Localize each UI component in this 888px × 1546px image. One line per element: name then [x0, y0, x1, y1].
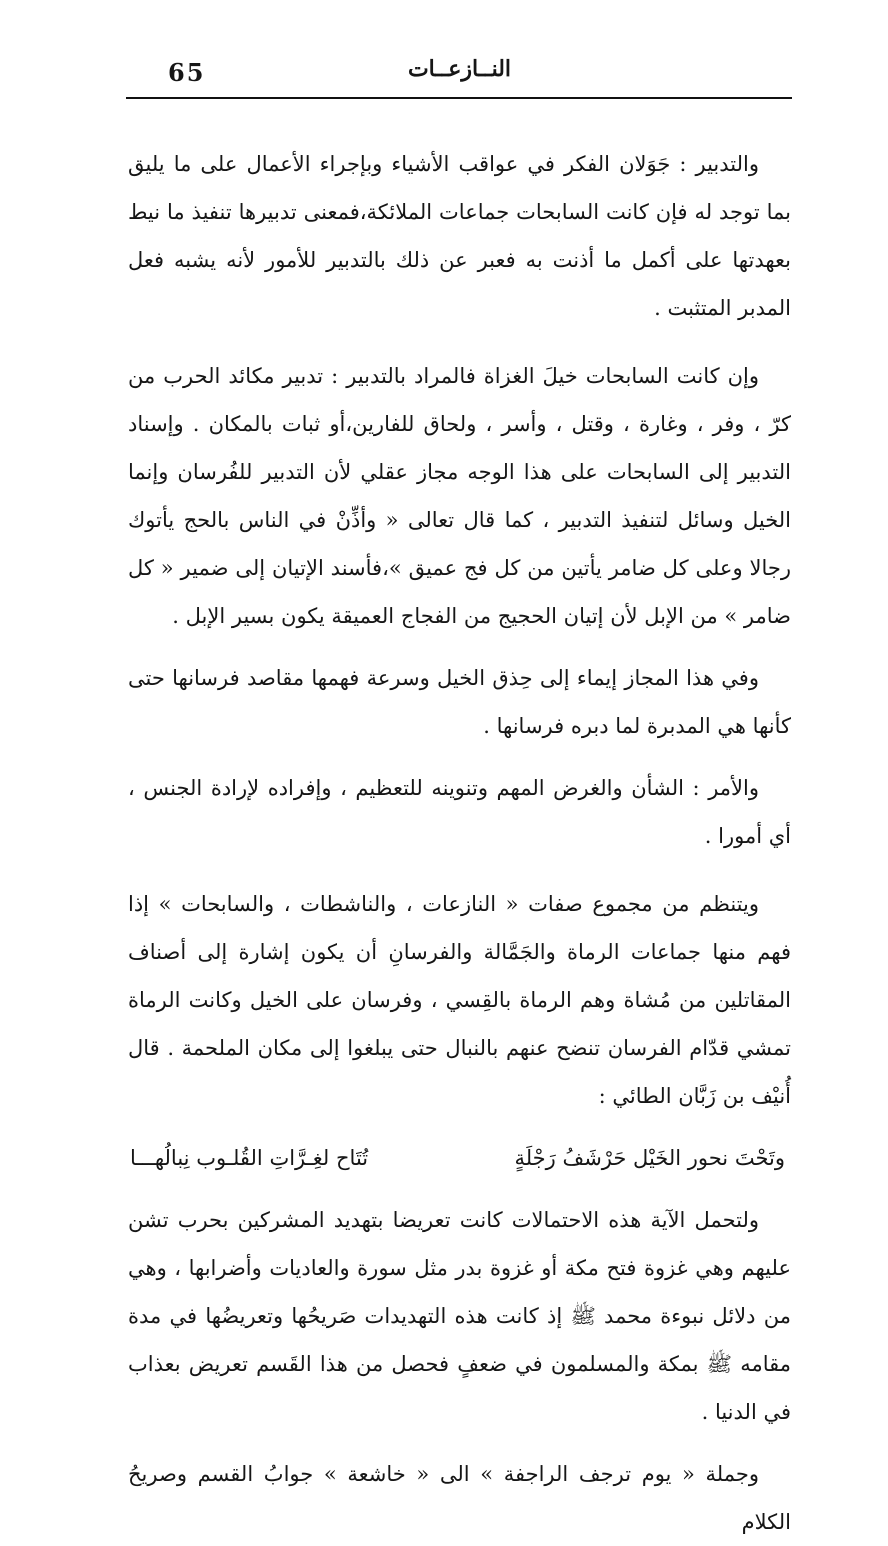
verse-first-hemistich: وتَحْتَ نحور الخَيْل حَرْشَفُ رَجْلَةٍ: [514, 1146, 785, 1170]
chapter-title: النــازعــات: [407, 56, 512, 82]
paragraph-amr: والأمر : الشأن والغرض المهم وتنوينه للتعظيم ، وإفراده لإرادة الجنس ، أي أمورا .: [128, 776, 791, 848]
verse-second-hemistich: تُتَاح لغِـرَّاتِ القُلـوب نِبالُهـــا: [130, 1146, 369, 1170]
paragraph-horses: وإن كانت السابحات خيلَ الغزاة فالمراد بالتدبير : تدبير مكائد الحرب من كرّ ، وفر ، وغارة ، وقتل ، وأسر ، ولحاق للفارين،أو ثبات بالمكان . وإسناد التدبير إلى السابحات على هذا الوجه مجاز عقلي لأن التدبير للفُرسان وإنما الخيل وسائل لتنفيذ التدبير ، كما قال تعالى « وأذِّنْ في الناس بالحج يأتوك رجالا وعلى كل ضامر يأتين من كل فج عميق »،فأسند الإتيان إلى ضمير « كل ضامر » من الإبل لأن إتيان الحجيج من الفجاج العميقة يكون بسير الإبل .: [128, 364, 791, 628]
paragraph-implications: ولتحمل الآية هذه الاحتمالات كانت تعريضا بتهديد المشركين بحرب تشن عليهم وهي غزوة فتح مكة أو غزوة بدر مثل سورة والعاديات وأضرابها ، وهي من دلائل نبوءة محمد ﷺ إذ كانت هذه التهديدات صَريحُها وتعريضُها في مدة مقامه ﷺ بمكة والمسلمون في ضعفٍ فحصل من هذا القَسم تعريض بعذاب في الدنيا .: [128, 1208, 791, 1424]
poetry-verse: [128, 1134, 791, 1182]
paragraph-gap: [128, 860, 791, 880]
header-rule: [126, 97, 792, 99]
paragraph-oath-answer: وجملة « يوم ترجف الراجفة » الى « خاشعة » جوابُ القسم وصريحُ الكلام: [128, 1462, 791, 1534]
paragraph-gap: [128, 1120, 791, 1134]
page-number: 65: [168, 58, 206, 87]
paragraph-gap: [128, 640, 791, 654]
paragraph-gap: [128, 332, 791, 352]
paragraph-tadbir: والتدبير : جَوَلان الفكر في عواقب الأشياء وبإجراء الأعمال على ما يليق بما توجد له فإن كانت السابحات جماعات الملائكة،فمعنى تدبيرها تنفيذ ما نيط بعهدتها على أكمل ما أذنت به فعبر عن ذلك بالتدبير للأمور لأنه يشبه فعل المدبر المتثبت .: [128, 152, 791, 320]
paragraph-fighters: ويتنظم من مجموع صفات « النازعات ، والناشطات ، والسابحات » إذا فهم منها جماعات الرماة والجَمَّالة والفرسانِ أن يكون إشارة إلى أصناف المقاتلين من مُشاة وهم الرماة بالقِسي ، وفرسان على الخيل وكانت الرماة تمشي قدّام الفرسان تنضح عنهم بالنبال حتى يبلغوا إلى مكان الملحمة . قال أُنيْف بن زَبَّان الطائي :: [128, 892, 791, 1108]
paragraph-gap: [128, 1436, 791, 1450]
running-head: [128, 56, 791, 96]
paragraph-gap: [128, 750, 791, 764]
paragraph-gap: [128, 1182, 791, 1196]
paragraph-metaphor: وفي هذا المجاز إيماء إلى حِذق الخيل وسرعة فهمها مقاصد فرسانها حتى كأنها هي المدبرة لما دبره فرسانها .: [128, 666, 791, 738]
body-text: [128, 140, 791, 1546]
